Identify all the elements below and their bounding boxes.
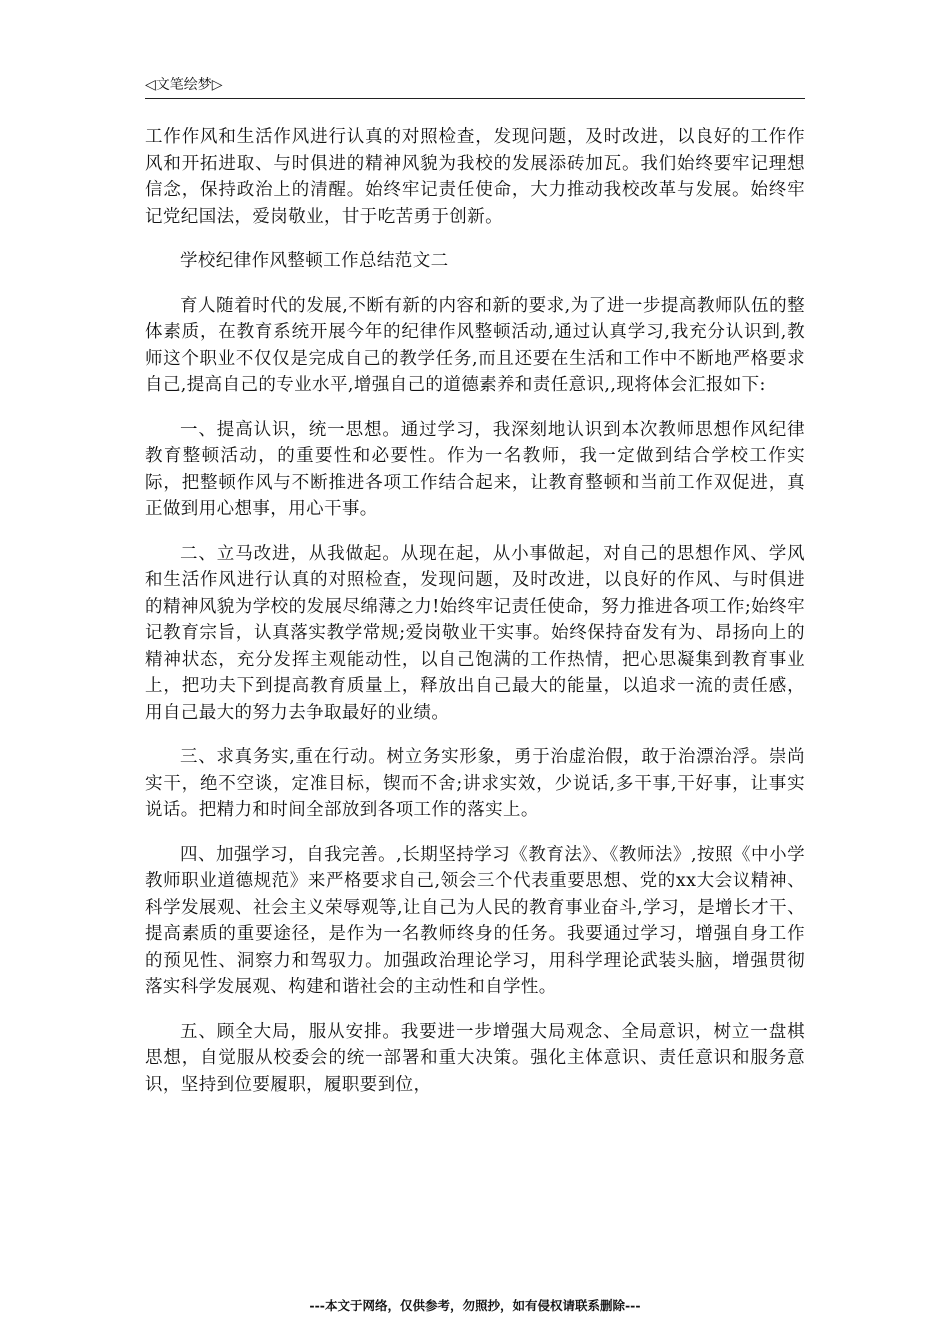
section-title: 学校纪律作风整顿工作总结范文二 <box>180 251 449 271</box>
paragraph-intro: 育人随着时代的发展,不断有新的内容和新的要求,为了进一步提高教师队伍的整体素质，在教育系统开展今年的纪律作风整顿活动,通过认真学习,我充分认识到,教师这个职业不仅仅是完成自己的教学任务,而且还要在生活和工作中不断地严格要求自己,提高自己的专业水平,增强自己的道德素养和责任意识,,现将体会汇报如下: <box>145 295 805 395</box>
paragraph-point-1: 一、提高认识，统一思想。通过学习，我深刻地认识到本次教师思想作风纪律教育整顿活动，的重要性和必要性。作为一名教师，我一定做到结合学校工作实际，把整顿作风与不断推进各项工作结合起来，让教育整顿和当前工作双促进，真正做到用心想事，用心干事。 <box>145 419 805 519</box>
document-body <box>145 124 805 1116</box>
paragraph-continued: 工作作风和生活作风进行认真的对照检查，发现问题，及时改进，以良好的工作作风和开拓进取、与时俱进的精神风貌为我校的发展添砖加瓦。我们始终要牢记理想信念，保持政治上的清醒。始终牢记责任使命，大力推动我校改革与发展。始终牢记党纪国法，爱岗敬业，甘于吃苦勇于创新。 <box>145 127 805 227</box>
paragraph-point-4: 四、加强学习，自我完善。,长期坚持学习《教育法》、《教师法》,按照《中小学教师职业道德规范》来严格要求自己,领会三个代表重要思想、党的xx大会议精神、科学发展观、社会主义荣辱观等,让自己为人民的教育事业奋斗,学习，是增长才干、提高素质的重要途径，是作为一名教师终身的任务。我要通过学习，增强自身工作的预见性、洞察力和驾驭力。加强政治理论学习，用科学理论武装头脑，增强贯彻落实科学发展观、构建和谐社会的主动性和自学性。 <box>145 844 805 997</box>
paragraph-point-2: 二、立马改进，从我做起。从现在起，从小事做起，对自己的思想作风、学风和生活作风进行认真的对照检查，发现问题，及时改进，以良好的作风、与时俱进的精神风貌为学校的发展尽绵薄之力!始终牢记责任使命，努力推进各项工作;始终牢记教育宗旨，认真落实教学常规;爱岗敬业干实事。始终保持奋发有为、昂扬向上的精神状态，充分发挥主观能动性，以自己饱满的工作热情，把心思凝集到教育事业上，把功夫下到提高教育质量上，释放出自己最大的能量，以追求一流的责任感，用自己最大的努力去争取最好的业绩。 <box>145 543 805 723</box>
paragraph-point-3: 三、求真务实,重在行动。树立务实形象，勇于治虚治假，敢于治漂治浮。崇尚实干，绝不空谈，定准目标，锲而不舍;讲求实效，少说话,多干事,干好事，让事实说话。把精力和时间全部放到各项工作的落实上。 <box>145 747 805 820</box>
page-header <box>145 76 805 99</box>
paragraph-point-5: 五、顾全大局，服从安排。我要进一步增强大局观念、全局意识，树立一盘棋思想，自觉服从校委会的统一部署和重大决策。强化主体意识、责任意识和服务意识，坚持到位要履职，履职要到位， <box>145 1021 805 1095</box>
header-title: ◁文笔绘梦▷ <box>145 77 223 93</box>
page-footer: ---本文于网络，仅供参考，勿照抄，如有侵权请联系删除--- <box>309 1298 641 1313</box>
